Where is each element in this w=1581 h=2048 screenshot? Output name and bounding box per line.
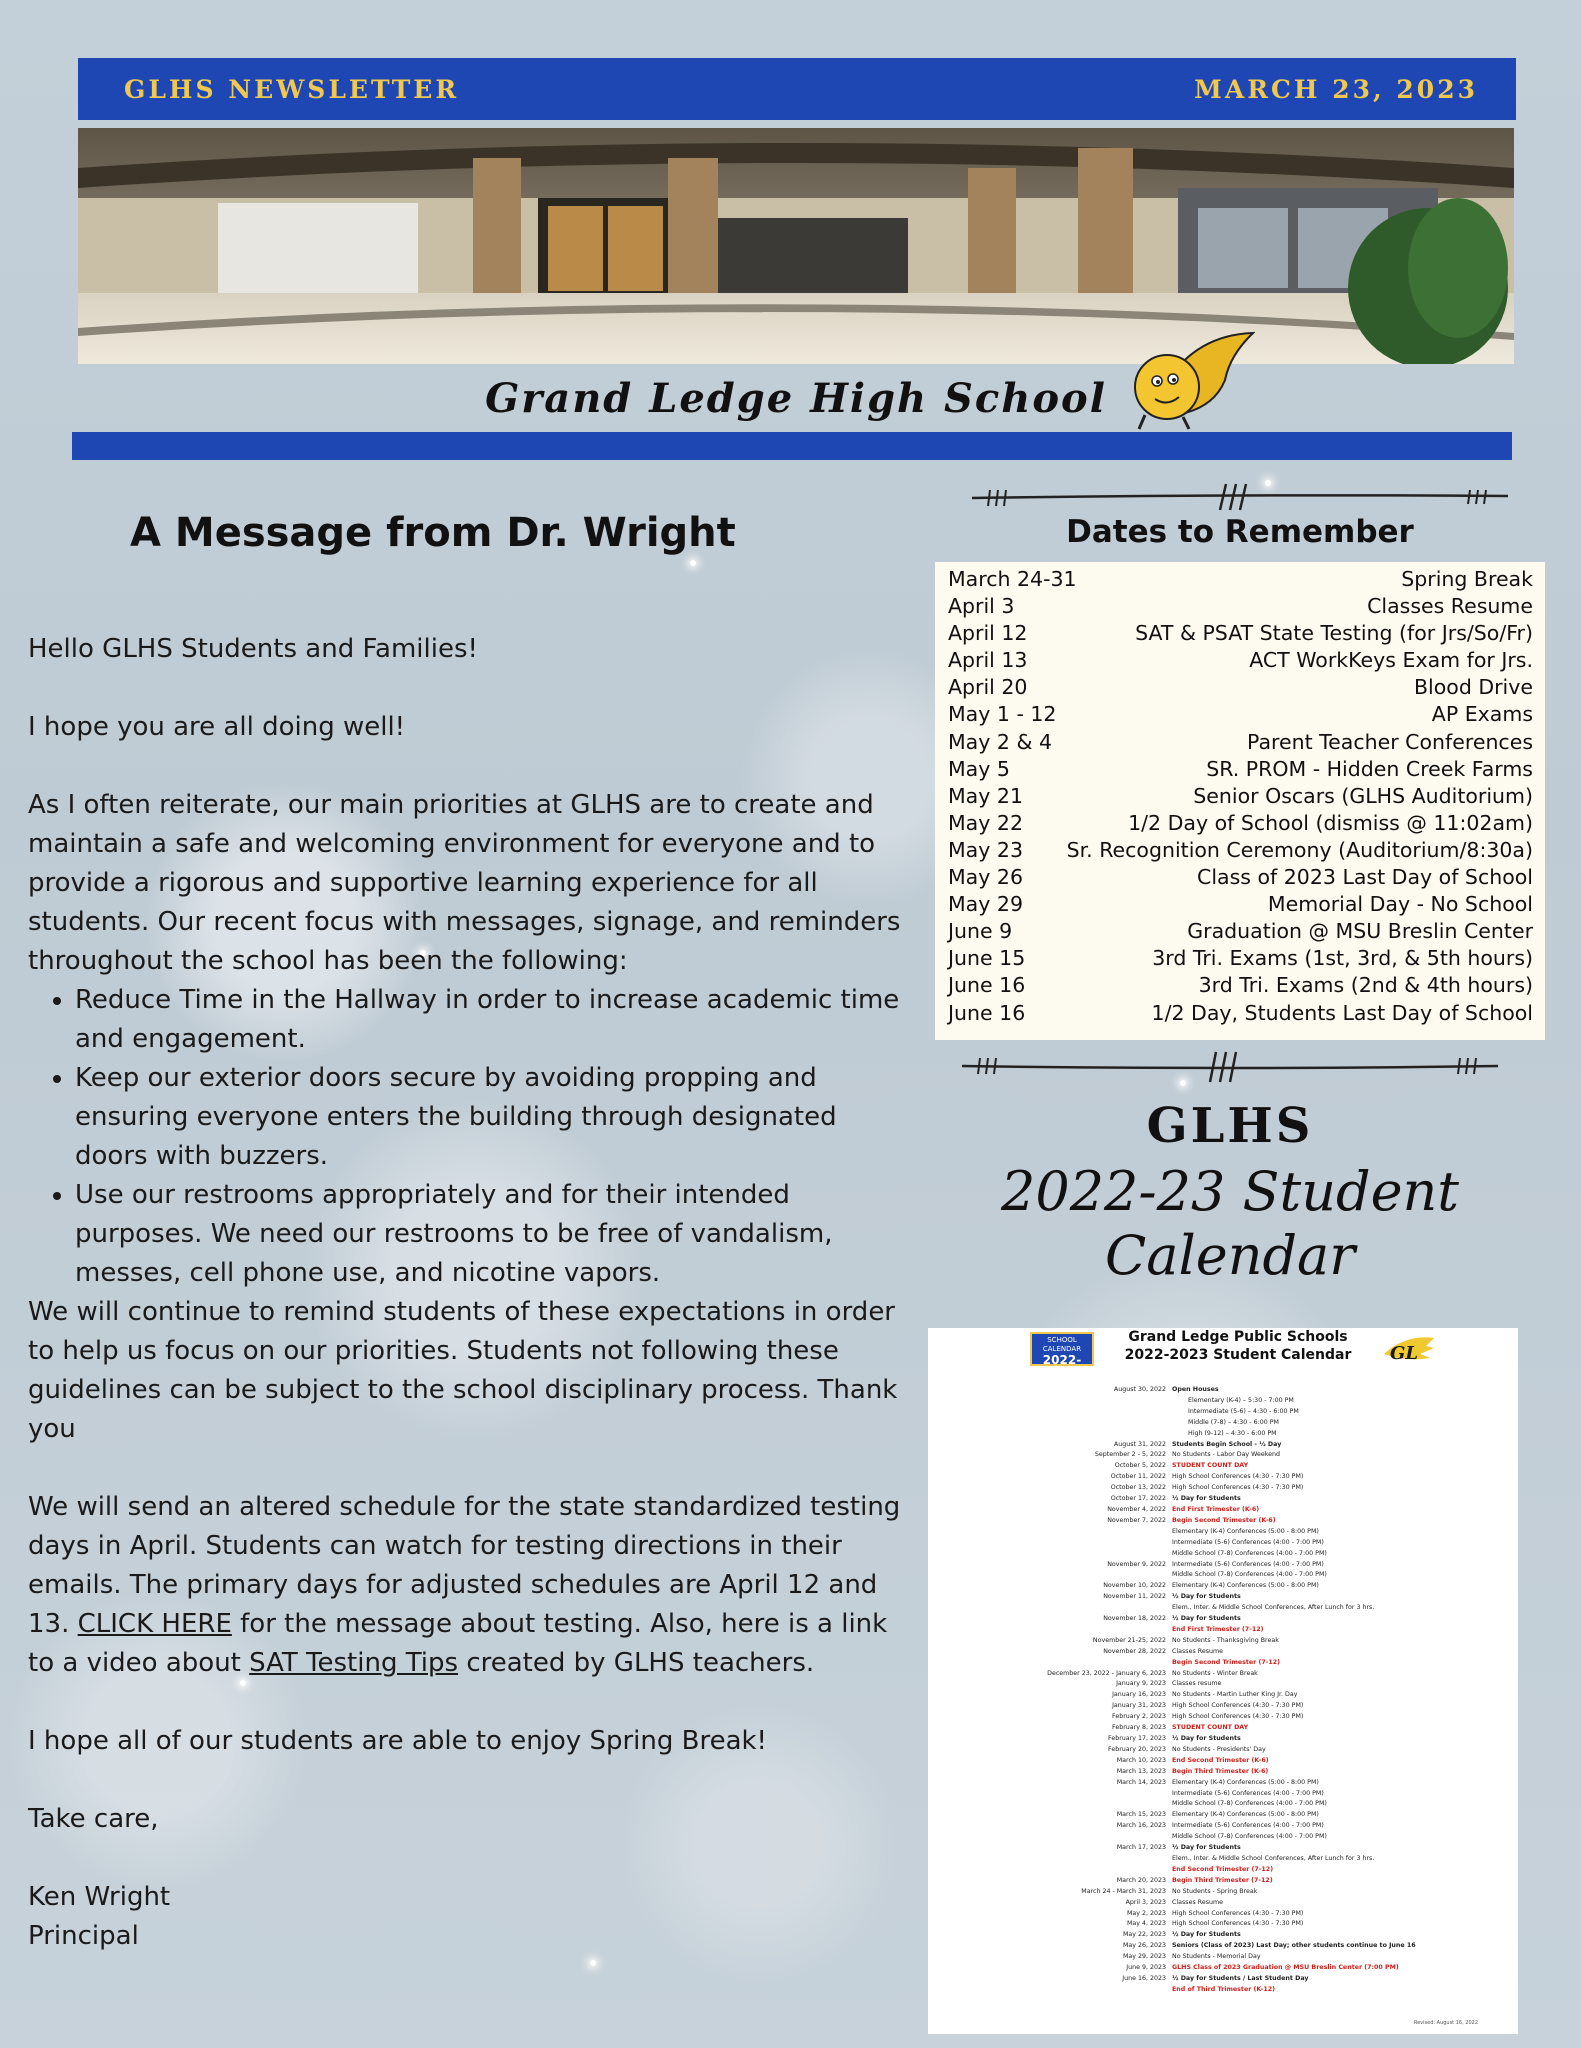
calendar-row xyxy=(928,1440,1518,1451)
event-label: 1/2 Day of School (dismiss @ 11:02am) xyxy=(1128,810,1533,835)
date-label: May 26 xyxy=(948,865,1023,890)
calendar-date: March 24 - March 31, 2023 xyxy=(1081,1887,1166,1895)
svg-text:GL: GL xyxy=(1390,1343,1419,1364)
calendar-date: September 2 - 5, 2022 xyxy=(1094,1451,1166,1459)
calendar-date: November 28, 2022 xyxy=(1103,1647,1166,1655)
calendar-row xyxy=(928,1658,1518,1669)
calendar-date: May 2, 2023 xyxy=(1126,1909,1166,1917)
calendar-date xyxy=(928,1407,1172,1418)
calendar-heading-glhs: GLHS xyxy=(1146,1098,1314,1154)
calendar-row xyxy=(928,1472,1518,1483)
calendar-event: No Students - Labor Day Weekend xyxy=(1172,1451,1281,1459)
calendar-event: Elementary (K-4) Conferences (5:00 - 8:00 PM) xyxy=(1172,1811,1319,1819)
newsletter-date: MARCH 23, 2023 xyxy=(1194,74,1478,104)
calendar-row xyxy=(928,1450,1518,1461)
school-name-row xyxy=(78,364,1514,428)
date-label: May 22 xyxy=(948,810,1023,835)
calendar-date: October 13, 2022 xyxy=(1110,1484,1166,1492)
calendar-event: Elementary (K-4) – 5:30 - 7:00 PM xyxy=(1188,1396,1294,1404)
calendar-date: May 29, 2023 xyxy=(1122,1953,1166,1961)
student-calendar-sheet xyxy=(928,1328,1518,2034)
calendar-row xyxy=(928,1505,1518,1516)
event-label: Parent Teacher Conferences xyxy=(1247,729,1533,754)
event-label: Senior Oscars (GLHS Auditorium) xyxy=(1193,783,1533,808)
calendar-row xyxy=(928,1636,1518,1647)
sparkle xyxy=(590,1960,596,1966)
calendar-date xyxy=(928,1789,1172,1800)
date-row xyxy=(948,647,1533,674)
calendar-event: Elem., Inter. & Middle School Conferences, After Lunch for 3 hrs. xyxy=(1172,1854,1375,1862)
calendar-event: Begin Second Trimester (7-12) xyxy=(1172,1658,1280,1666)
calendar-date: January 31, 2023 xyxy=(1112,1702,1166,1710)
calendar-date xyxy=(928,1603,1172,1614)
calendar-row xyxy=(928,1516,1518,1527)
calendar-row xyxy=(928,1843,1518,1854)
calendar-event: Intermediate (5-6) Conferences (4:00 - 7:00 PM) xyxy=(1172,1538,1324,1546)
date-label: April 13 xyxy=(948,648,1028,673)
calendar-row xyxy=(928,1799,1518,1810)
dates-title: Dates to Remember xyxy=(1066,514,1414,550)
calendar-event: Elementary (K-4) Conferences (5:00 - 8:00 PM) xyxy=(1172,1527,1319,1535)
principal-letter xyxy=(28,630,908,1956)
list-item: • Use our restrooms appropriately and for their intended purposes. We need our restrooms to be free of vandalism, messes, cell phone use, and nicotine vapors. xyxy=(75,1176,908,1293)
date-row xyxy=(948,972,1533,999)
calendar-event: ½ Day for Students xyxy=(1172,1495,1241,1503)
calendar-row xyxy=(928,1494,1518,1505)
calendar-date: May 26, 2023 xyxy=(1122,1942,1166,1950)
date-row xyxy=(948,1000,1533,1027)
calendar-date xyxy=(928,1658,1172,1669)
calendar-date: October 11, 2022 xyxy=(1110,1473,1166,1481)
date-label: June 16 xyxy=(948,973,1026,998)
event-label: Sr. Recognition Ceremony (Auditorium/8:30a) xyxy=(1066,837,1533,862)
calendar-event: Intermediate (5-6) Conferences (4:00 - 7:00 PM) xyxy=(1172,1789,1324,1797)
date-label: April 3 xyxy=(948,594,1015,619)
calendar-event: Elementary (K-4) Conferences (5:00 - 8:00 PM) xyxy=(1172,1582,1319,1590)
calendar-date: March 10, 2023 xyxy=(1116,1756,1166,1764)
calendar-row xyxy=(928,1778,1518,1789)
date-row xyxy=(948,783,1533,810)
date-row xyxy=(948,756,1533,783)
calendar-row xyxy=(928,1974,1518,1985)
calendar-event: High School Conferences (4:30 - 7:30 PM) xyxy=(1172,1473,1304,1481)
hallway-banner-image xyxy=(78,128,1514,364)
calendar-event: ½ Day for Students xyxy=(1172,1735,1241,1742)
calendar-date: November 9, 2022 xyxy=(1107,1560,1166,1568)
calendar-date: November 7, 2022 xyxy=(1107,1516,1166,1524)
calendar-date xyxy=(928,1396,1172,1407)
calendar-date xyxy=(928,1625,1172,1636)
calendar-date: August 31, 2022 xyxy=(1113,1440,1166,1448)
calendar-row xyxy=(928,1679,1518,1690)
calendar-row xyxy=(928,1985,1518,1996)
event-label: ACT WorkKeys Exam for Jrs. xyxy=(1249,648,1533,673)
date-row xyxy=(948,729,1533,756)
calendar-event: Intermediate (5-6) Conferences (4:00 - 7:00 PM) xyxy=(1172,1560,1324,1568)
calendar-row xyxy=(928,1898,1518,1909)
calendar-date: January 16, 2023 xyxy=(1112,1691,1166,1699)
revised-note: Revised: August 16, 2022 xyxy=(1413,2020,1478,2026)
calendar-date: June 16, 2023 xyxy=(1122,1974,1166,1982)
date-row xyxy=(948,891,1533,918)
calendar-row xyxy=(928,1538,1518,1549)
calendar-row xyxy=(928,1734,1518,1745)
calendar-event: Middle School (7-8) Conferences (4:00 - 7:00 PM) xyxy=(1172,1571,1327,1579)
dates-table xyxy=(935,562,1545,1040)
calendar-row xyxy=(928,1941,1518,1952)
calendar-row xyxy=(928,1832,1518,1843)
comet-mascot-logo xyxy=(1125,325,1255,435)
calendar-date: March 16, 2023 xyxy=(1116,1822,1166,1830)
calendar-row xyxy=(928,1527,1518,1538)
sat-testing-tips-link[interactable]: SAT Testing Tips xyxy=(249,1648,459,1678)
date-label: June 16 xyxy=(948,1000,1026,1025)
event-label: 3rd Tri. Exams (1st, 3rd, & 5th hours) xyxy=(1152,946,1533,971)
calendar-row xyxy=(928,1418,1518,1429)
calendar-event: Begin Second Trimester (K-6) xyxy=(1172,1516,1276,1524)
school-name: Grand Ledge High School xyxy=(485,375,1107,422)
calendar-date: November 11, 2022 xyxy=(1103,1593,1166,1601)
calendar-date: May 4, 2023 xyxy=(1126,1920,1166,1928)
calendar-event: Open Houses xyxy=(1172,1386,1219,1393)
signature-name: Ken Wright xyxy=(28,1882,171,1912)
calendar-event: No Students - Thanksgiving Break xyxy=(1172,1636,1279,1644)
hope-line: I hope you are all doing well! xyxy=(28,712,406,742)
event-label: Class of 2023 Last Day of School xyxy=(1197,865,1533,890)
calendar-row xyxy=(928,1396,1518,1407)
date-label: May 2 & 4 xyxy=(948,729,1053,754)
calendar-row xyxy=(928,1723,1518,1734)
calendar-date: April 3, 2023 xyxy=(1125,1898,1166,1906)
event-label: SR. PROM - Hidden Creek Farms xyxy=(1206,756,1533,781)
calendar-event: End of Third Trimester (K-12) xyxy=(1172,1985,1275,1993)
calendar-row xyxy=(928,1712,1518,1723)
date-label: May 29 xyxy=(948,892,1023,917)
calendar-event: Middle School (7-8) Conferences (4:00 - 7:00 PM) xyxy=(1172,1833,1327,1841)
list-item: • Reduce Time in the Hallway in order to increase academic time and engagement. xyxy=(75,981,908,1059)
event-label: Spring Break xyxy=(1401,567,1533,591)
calendar-event: Classes Resume xyxy=(1172,1898,1223,1906)
calendar-event: Intermediate (5-6) Conferences (4:00 - 7:00 PM) xyxy=(1172,1822,1324,1830)
date-label: April 20 xyxy=(948,675,1028,700)
calendar-row xyxy=(928,1919,1518,1930)
click-here-link[interactable]: CLICK HERE xyxy=(77,1609,232,1639)
date-label: June 9 xyxy=(948,919,1013,944)
date-row xyxy=(948,566,1533,593)
calendar-date: January 9, 2023 xyxy=(1116,1680,1166,1688)
date-label: May 23 xyxy=(948,837,1023,862)
date-row xyxy=(948,701,1533,728)
calendar-row xyxy=(928,1952,1518,1963)
date-label: April 12 xyxy=(948,621,1028,646)
priorities-paragraph: As I often reiterate, our main priorities at GLHS are to create and maintain a safe and welcoming environment for everyone and to provide a rigorous and supportive learning experience for all students. Our recent focus with messages, signage, and reminders throughout the school has been the following: xyxy=(28,790,901,976)
date-row xyxy=(948,810,1533,837)
event-label: 1/2 Day, Students Last Day of School xyxy=(1151,1000,1533,1025)
calendar-row xyxy=(928,1407,1518,1418)
calendar-event: Classes Resume xyxy=(1172,1647,1223,1655)
calendar-row xyxy=(928,1549,1518,1560)
date-label: May 5 xyxy=(948,756,1010,781)
calendar-row xyxy=(928,1647,1518,1658)
calendar-row xyxy=(928,1592,1518,1603)
calendar-date: October 17, 2022 xyxy=(1110,1495,1166,1503)
calendar-date xyxy=(928,1570,1172,1581)
calendar-event: No Students - Presidents' Day xyxy=(1172,1745,1266,1753)
calendar-row xyxy=(928,1570,1518,1581)
calendar-date xyxy=(928,1985,1172,1996)
calendar-row xyxy=(928,1603,1518,1614)
calendar-row xyxy=(928,1560,1518,1571)
calendar-date: March 15, 2023 xyxy=(1116,1811,1166,1819)
calendar-event: End First Trimester (K-6) xyxy=(1172,1505,1260,1513)
calendar-date: March 14, 2023 xyxy=(1116,1778,1166,1786)
calendar-event: Middle (7-8) – 4:30 - 6:00 PM xyxy=(1188,1418,1279,1426)
calendar-event: Middle School (7-8) Conferences (4:00 - 7:00 PM) xyxy=(1172,1549,1327,1557)
calendar-event: No Students - Martin Luther King Jr. Day xyxy=(1172,1691,1298,1699)
calendar-date: March 13, 2023 xyxy=(1116,1767,1166,1775)
calendar-date: November 4, 2022 xyxy=(1107,1505,1166,1513)
calendar-event: No Students - Spring Break xyxy=(1172,1887,1258,1895)
calendar-date: March 17, 2023 xyxy=(1116,1844,1166,1852)
calendar-date: February 20, 2023 xyxy=(1108,1745,1166,1753)
calendar-date: March 20, 2023 xyxy=(1116,1876,1166,1884)
calendar-event: High (9-12) – 4:30 - 6:00 PM xyxy=(1188,1429,1277,1437)
calendar-event: Begin Third Trimester (7-12) xyxy=(1172,1876,1273,1884)
testing-paragraph: We will send an altered schedule for the state standardized testing days in April. Students can watch for testing directions in their emails. The primary days for adjusted schedules are April 12 and 13. CLICK HERE for the message about testing. Also, here is a link to a video about SAT Testing Tips created by GLHS teachers. xyxy=(28,1492,901,1678)
calendar-date xyxy=(928,1832,1172,1843)
event-label: Graduation @ MSU Breslin Center xyxy=(1187,919,1533,944)
calendar-event: ½ Day for Students xyxy=(1172,1615,1241,1623)
calendar-date xyxy=(928,1527,1172,1538)
event-label: Blood Drive xyxy=(1413,675,1533,700)
event-label: AP Exams xyxy=(1431,702,1533,727)
calendar-event: High School Conferences (4:30 - 7:30 PM) xyxy=(1172,1920,1304,1928)
calendar-row xyxy=(928,1614,1518,1625)
sparkle xyxy=(690,560,696,566)
calendar-event-list xyxy=(928,1385,1518,1996)
calendar-row xyxy=(928,1756,1518,1767)
calendar-row xyxy=(928,1821,1518,1832)
calendar-event: Students Begin School - ½ Day xyxy=(1172,1440,1282,1448)
calendar-date: December 23, 2022 - January 6, 2023 xyxy=(1047,1669,1166,1677)
event-label: Memorial Day - No School xyxy=(1267,892,1533,917)
calendar-date: February 17, 2023 xyxy=(1108,1735,1166,1742)
calendar-event: Seniors (Class of 2023) Last Day; other students continue to June 16 xyxy=(1172,1942,1416,1950)
arrow-divider-top xyxy=(970,482,1510,512)
signature-title: Principal xyxy=(28,1921,139,1951)
calendar-date: February 2, 2023 xyxy=(1112,1713,1166,1721)
calendar-event: Middle School (7-8) Conferences (4:00 - 7:00 PM) xyxy=(1172,1800,1327,1808)
calendar-row xyxy=(928,1963,1518,1974)
calendar-date xyxy=(928,1418,1172,1429)
calendar-event: Classes resume xyxy=(1172,1680,1222,1688)
date-label: May 21 xyxy=(948,783,1023,808)
header-divider-bar xyxy=(72,432,1512,460)
calendar-event: End Second Trimester (K-6) xyxy=(1172,1756,1269,1764)
calendar-row xyxy=(928,1581,1518,1592)
date-row xyxy=(948,674,1533,701)
calendar-date xyxy=(928,1538,1172,1549)
calendar-row xyxy=(928,1865,1518,1876)
calendar-event: End Second Trimester (7-12) xyxy=(1172,1865,1274,1873)
calendar-row xyxy=(928,1461,1518,1472)
gl-logo-icon xyxy=(1376,1332,1436,1368)
date-label: May 1 - 12 xyxy=(948,702,1057,727)
date-row xyxy=(948,620,1533,647)
calendar-row xyxy=(928,1385,1518,1396)
calendar-row xyxy=(928,1854,1518,1865)
calendar-event: STUDENT COUNT DAY xyxy=(1172,1724,1249,1732)
calendar-row xyxy=(928,1876,1518,1887)
calendar-row xyxy=(928,1690,1518,1701)
school-calendar-badge: SCHOOL CALENDAR 2022-2023 xyxy=(1030,1332,1094,1366)
calendar-row xyxy=(928,1701,1518,1712)
event-label: SAT & PSAT State Testing (for Jrs/So/Fr) xyxy=(1135,621,1533,646)
date-row xyxy=(948,918,1533,945)
calendar-date xyxy=(928,1865,1172,1876)
calendar-heading-title: 2022-23 Student Calendar xyxy=(1000,1160,1460,1287)
priorities-list xyxy=(28,981,908,1293)
date-row xyxy=(948,945,1533,972)
greeting: Hello GLHS Students and Families! xyxy=(28,634,478,664)
calendar-event: Elementary (K-4) Conferences (5:00 - 8:00 PM) xyxy=(1172,1778,1319,1786)
calendar-date: November 10, 2022 xyxy=(1103,1582,1166,1590)
calendar-date xyxy=(928,1854,1172,1865)
calendar-event: ½ Day for Students / Last Student Day xyxy=(1172,1974,1309,1982)
calendar-date: October 5, 2022 xyxy=(1114,1462,1166,1470)
calendar-event: High School Conferences (4:30 - 7:30 PM) xyxy=(1172,1713,1304,1721)
calendar-date: February 8, 2023 xyxy=(1112,1724,1166,1732)
calendar-event: STUDENT COUNT DAY xyxy=(1172,1462,1249,1470)
date-row xyxy=(948,864,1533,891)
newsletter-name: GLHS NEWSLETTER xyxy=(124,74,460,104)
calendar-event: Begin Third Trimester (K-6) xyxy=(1172,1767,1269,1775)
date-label: March 24-31 xyxy=(948,567,1077,591)
date-row xyxy=(948,593,1533,620)
calendar-row xyxy=(928,1429,1518,1440)
calendar-row xyxy=(928,1887,1518,1898)
calendar-date: August 30, 2022 xyxy=(1113,1386,1166,1393)
calendar-date: May 22, 2023 xyxy=(1122,1931,1166,1939)
calendar-row xyxy=(928,1745,1518,1756)
calendar-event: ½ Day for Students xyxy=(1172,1931,1241,1939)
date-row xyxy=(948,837,1533,864)
calendar-date xyxy=(928,1799,1172,1810)
calendar-event: GLHS Class of 2023 Graduation @ MSU Breslin Center (7:00 PM) xyxy=(1172,1964,1399,1972)
spring-break-line: I hope all of our students are able to enjoy Spring Break! xyxy=(28,1726,767,1756)
calendar-date xyxy=(928,1429,1172,1440)
continue-paragraph: We will continue to remind students of these expectations in order to help us focus on our priorities. Students not following these guidelines can be subject to the school disciplinary process. Thank you xyxy=(28,1297,898,1444)
calendar-row xyxy=(928,1483,1518,1494)
closing: Take care, xyxy=(28,1804,159,1834)
calendar-event: Elem., Inter. & Middle School Conferences, After Lunch for 3 hrs. xyxy=(1172,1604,1375,1612)
calendar-date xyxy=(928,1549,1172,1560)
calendar-event: No Students - Memorial Day xyxy=(1172,1953,1261,1961)
calendar-event: No Students - Winter Break xyxy=(1172,1669,1258,1677)
calendar-row xyxy=(928,1669,1518,1680)
calendar-event: ½ Day for Students xyxy=(1172,1844,1241,1852)
calendar-event: High School Conferences (4:30 - 7:30 PM) xyxy=(1172,1702,1304,1710)
message-title: A Message from Dr. Wright xyxy=(130,510,736,556)
event-label: Classes Resume xyxy=(1367,594,1533,619)
calendar-event: ½ Day for Students xyxy=(1172,1593,1241,1601)
calendar-sheet-title: Grand Ledge Public Schools 2022-2023 Student Calendar xyxy=(1124,1329,1352,1363)
calendar-row xyxy=(928,1767,1518,1778)
date-label: June 15 xyxy=(948,946,1026,971)
arrow-divider-bottom xyxy=(960,1050,1500,1084)
calendar-event: High School Conferences (4:30 - 7:30 PM) xyxy=(1172,1909,1304,1917)
calendar-row xyxy=(928,1810,1518,1821)
event-label: 3rd Tri. Exams (2nd & 4th hours) xyxy=(1198,973,1533,998)
calendar-event: High School Conferences (4:30 - 7:30 PM) xyxy=(1172,1484,1304,1492)
calendar-date: November 21-25, 2022 xyxy=(1092,1636,1166,1644)
calendar-event: Intermediate (5-6) – 4:30 - 6:00 PM xyxy=(1188,1407,1299,1415)
calendar-row xyxy=(928,1909,1518,1920)
calendar-event: End First Trimester (7-12) xyxy=(1172,1625,1264,1633)
calendar-date: November 18, 2022 xyxy=(1103,1615,1166,1623)
calendar-row xyxy=(928,1930,1518,1941)
list-item: • Keep our exterior doors secure by avoiding propping and ensuring everyone enters the building through designated doors with buzzers. xyxy=(75,1059,908,1176)
calendar-row xyxy=(928,1789,1518,1800)
calendar-date: June 9, 2023 xyxy=(1126,1964,1166,1972)
calendar-row xyxy=(928,1625,1518,1636)
newsletter-header-bar xyxy=(78,58,1516,120)
